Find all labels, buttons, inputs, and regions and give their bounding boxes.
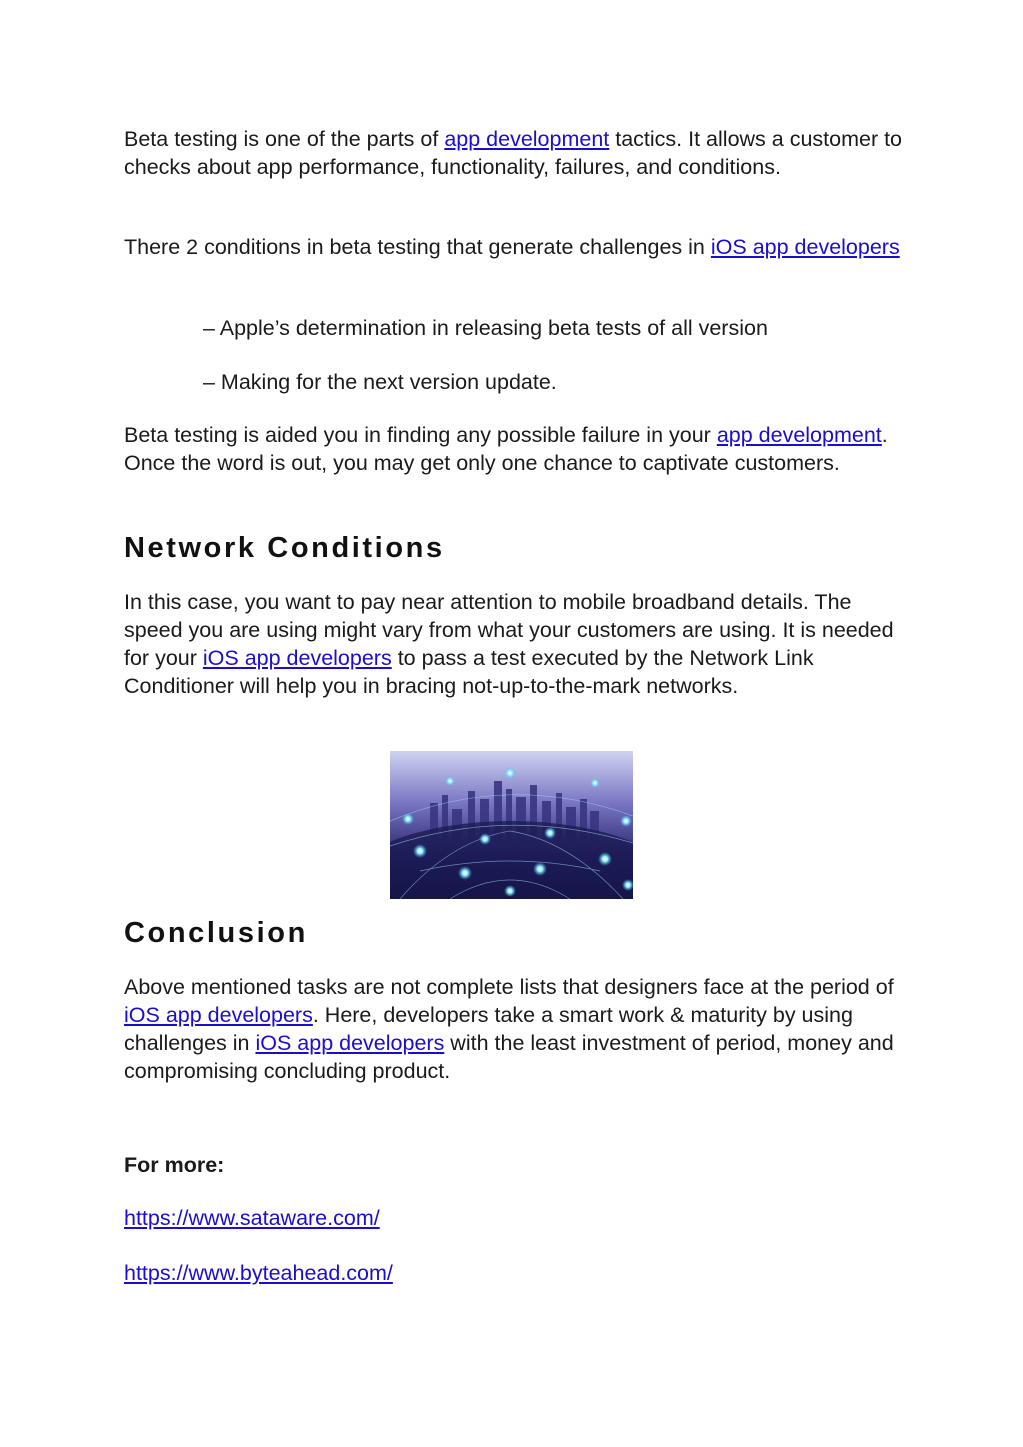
link-ios-app-developers[interactable]: iOS app developers [710,235,900,259]
paragraph-conclusion: Above mentioned tasks are not complete lists that designers face at the period of iOS app developers. Here, developers take a smart work & maturity by using challenges in iOS app developers with the least investment of period, money and compromising concluding product. [124,975,894,1083]
link-byteahead[interactable]: https://www.byteahead.com/ [124,1261,393,1285]
link-ios-app-developers[interactable]: iOS app developers [124,1003,313,1027]
url-line [124,1259,904,1287]
bullet-item: – Making for the next version update. [203,370,557,394]
paragraph-conditions: There 2 conditions in beta testing that generate challenges in iOS app developers [124,235,900,259]
link-app-development[interactable]: app development [716,423,882,447]
paragraph-network: In this case, you want to pay near attention to mobile broadband details. The speed you are using might vary from what your customers are using. It is needed for your iOS app developers to pass a test executed by the Network Link Conditioner will help you in bracing not-up-to-the-mark networks. [124,590,894,698]
network-city-illustration [390,751,633,899]
link-app-development[interactable]: app development [444,127,610,151]
heading-network-conditions: Network Conditions [124,532,445,564]
link-ios-app-developers[interactable]: iOS app developers [202,646,392,670]
paragraph-failure: Beta testing is aided you in finding any possible failure in your app development. Once the word is out, you may get only one chance to captivate customers. [124,423,888,475]
link-sataware[interactable]: https://www.sataware.com/ [124,1206,380,1230]
url-line [124,1204,904,1232]
paragraph-intro: Beta testing is one of the parts of app development tactics. It allows a customer to checks about app performance, functionality, failures, and conditions. [124,127,903,179]
link-ios-app-developers[interactable]: iOS app developers [255,1031,445,1055]
network-city-image [390,751,633,899]
for-more-label: For more: [124,1153,225,1177]
heading-conclusion: Conclusion [124,917,308,949]
bullet-item: – Apple’s determination in releasing beta tests of all version [203,316,768,340]
